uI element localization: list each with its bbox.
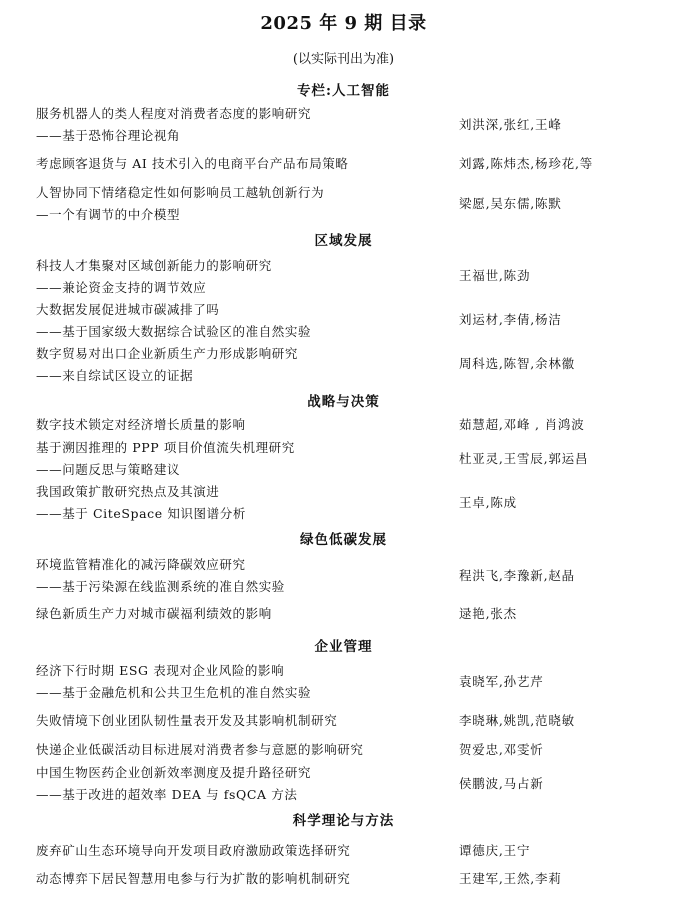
entry-authors: 刘运材,李倩,杨洁 xyxy=(459,312,562,327)
entry-title: 基于溯因推理的 PPP 项目价值流失机理研究 xyxy=(36,440,295,455)
entry-authors: 茹慧超,邓峰 , 肖鸿波 xyxy=(459,417,585,432)
entry-title: 人智协同下情绪稳定性如何影响员工越轨创新行为 xyxy=(36,185,325,200)
entry-subtitle: ——基于国家级大数据综合试验区的准自然实验 xyxy=(36,324,312,339)
entry-authors: 袁晓军,孙艺芹 xyxy=(459,674,544,689)
entry-subtitle: ——基于污染源在线监测系统的准自然实验 xyxy=(36,579,285,594)
entry-title: 环境监管精准化的减污降碳效应研究 xyxy=(36,557,246,572)
section-heading-regional: 区域发展 xyxy=(314,233,373,249)
page-subtitle: (以实际刊出为准) xyxy=(292,52,395,67)
entry-subtitle: ——问题反思与策略建议 xyxy=(36,462,181,477)
entry-authors: 梁愿,吴东儒,陈默 xyxy=(459,196,562,211)
entry-authors: 谭德庆,王宁 xyxy=(459,843,531,858)
section-heading-management: 企业管理 xyxy=(314,639,373,655)
entry-subtitle: ——兼论资金支持的调节效应 xyxy=(36,280,207,295)
entry-subtitle: ——基于 CiteSpace 知识图谱分析 xyxy=(36,506,246,521)
entry-authors: 侯鹏波,马占新 xyxy=(459,776,544,791)
entry-title: 快递企业低碳活动目标进展对消费者参与意愿的影响研究 xyxy=(36,742,364,757)
section-heading-green: 绿色低碳发展 xyxy=(300,532,387,548)
entry-title: 废弃矿山生态环境导向开发项目政府激励政策选择研究 xyxy=(36,843,351,858)
entry-title: 数字技术锁定对经济增长质量的影响 xyxy=(36,417,246,432)
entry-title: 考虑顾客退货与 AI 技术引入的电商平台产品布局策略 xyxy=(36,156,349,171)
page-title: 2025 年 9 期 目录 xyxy=(260,13,427,34)
entry-authors: 逯艳,张杰 xyxy=(459,606,517,621)
entry-subtitle: —一个有调节的中介模型 xyxy=(36,207,181,222)
entry-authors: 贺爱忠,邓雯忻 xyxy=(459,742,544,757)
entry-title: 动态博弈下居民智慧用电参与行为扩散的影响机制研究 xyxy=(36,871,351,886)
entry-authors: 王卓,陈成 xyxy=(459,495,517,510)
entry-title: 科技人才集聚对区域创新能力的影响研究 xyxy=(36,258,272,273)
entry-subtitle: ——来自综试区设立的证据 xyxy=(36,368,194,383)
entry-authors: 王福世,陈劲 xyxy=(459,268,531,283)
entry-subtitle: ——基于改进的超效率 DEA 与 fsQCA 方法 xyxy=(36,787,298,802)
entry-title: 服务机器人的类人程度对消费者态度的影响研究 xyxy=(36,106,312,121)
entry-title: 经济下行时期 ESG 表现对企业风险的影响 xyxy=(36,663,285,678)
entry-title: 绿色新质生产力对城市碳福利绩效的影响 xyxy=(36,606,272,621)
entry-title: 失败情境下创业团队韧性量表开发及其影响机制研究 xyxy=(36,713,338,728)
entry-subtitle: ——基于金融危机和公共卫生危机的准自然实验 xyxy=(36,685,312,700)
entry-title: 我国政策扩散研究热点及其演进 xyxy=(36,484,220,499)
section-heading-strategy: 战略与决策 xyxy=(307,394,380,410)
entry-title: 大数据发展促进城市碳减排了吗 xyxy=(36,302,220,317)
entry-subtitle: ——基于恐怖谷理论视角 xyxy=(36,128,181,143)
entry-title: 中国生物医药企业创新效率测度及提升路径研究 xyxy=(36,765,312,780)
entry-authors: 杜亚灵,王雪辰,郭运昌 xyxy=(459,451,589,466)
entry-authors: 程洪飞,李豫新,赵晶 xyxy=(459,568,575,583)
section-heading-theory: 科学理论与方法 xyxy=(292,813,395,829)
entry-authors: 王建军,王然,李莉 xyxy=(459,871,562,886)
section-heading-ai: 专栏:人工智能 xyxy=(297,83,390,99)
entry-authors: 刘洪深,张红,王峰 xyxy=(459,117,562,132)
entry-title: 数字贸易对出口企业新质生产力形成影响研究 xyxy=(36,346,299,361)
entry-authors: 周科选,陈智,余林徽 xyxy=(459,356,575,371)
entry-authors: 刘露,陈炜杰,杨珍花,等 xyxy=(459,156,594,171)
entry-authors: 李晓琳,姚凯,范晓敏 xyxy=(459,713,575,728)
